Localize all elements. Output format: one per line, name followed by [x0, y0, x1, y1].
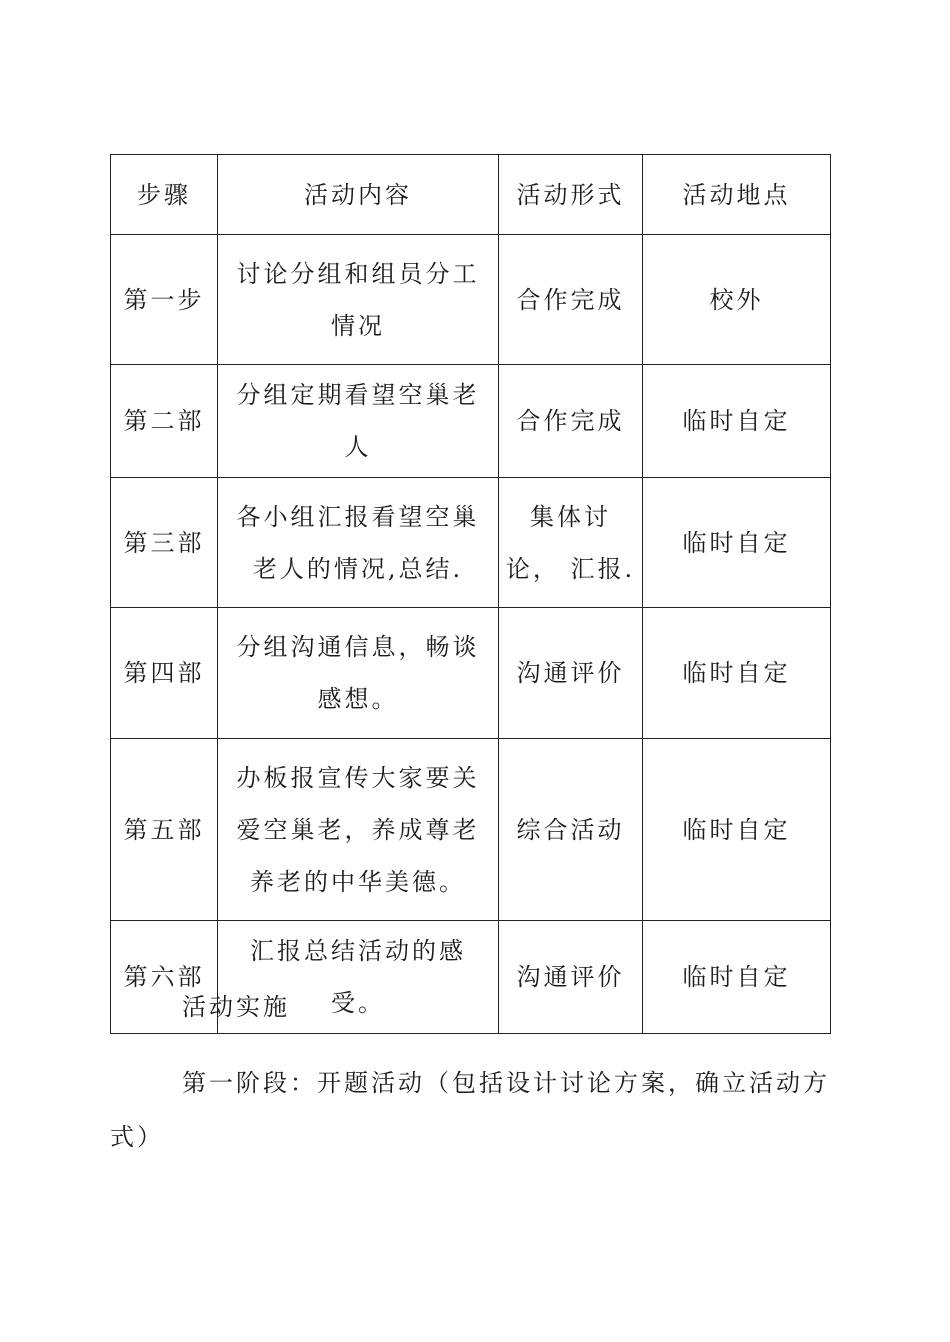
- cell-form: 集体讨论， 汇报.: [499, 478, 643, 608]
- cell-step: 第五部: [111, 739, 218, 921]
- cell-place: 临时自定: [643, 739, 831, 921]
- table-row: [111, 739, 831, 921]
- header-step: 步骤: [111, 155, 218, 235]
- activity-plan-table: [110, 154, 831, 1034]
- cell-form: 沟通评价: [499, 608, 643, 739]
- cell-form: 沟通评价: [499, 921, 643, 1034]
- header-form: 活动形式: [499, 155, 643, 235]
- table-row: [111, 478, 831, 608]
- table-row: [111, 365, 831, 478]
- stage-paragraph: 第一阶段：开题活动（包括设计讨论方案，确立活动方式）: [110, 1069, 830, 1151]
- cell-place: 临时自定: [643, 478, 831, 608]
- cell-step: 第三部: [111, 478, 218, 608]
- table-row: [111, 608, 831, 739]
- cell-content: 分组定期看望空巢老人: [218, 365, 499, 478]
- cell-content: 汇报总结活动的感受。: [218, 921, 499, 1034]
- cell-step: 第二部: [111, 365, 218, 478]
- cell-form: 合作完成: [499, 235, 643, 365]
- header-place: 活动地点: [643, 155, 831, 235]
- cell-form: 综合活动: [499, 739, 643, 921]
- section-heading: 活动实施: [182, 993, 290, 1021]
- cell-place: 校外: [643, 235, 831, 365]
- cell-step: 第四部: [111, 608, 218, 739]
- cell-content: 各小组汇报看望空巢老人的情况,总结.: [218, 478, 499, 608]
- header-content: 活动内容: [218, 155, 499, 235]
- cell-place: 临时自定: [643, 608, 831, 739]
- cell-place: 临时自定: [643, 365, 831, 478]
- table-header-row: [111, 155, 831, 235]
- cell-content: 讨论分组和组员分工情况: [218, 235, 499, 365]
- cell-place: 临时自定: [643, 921, 831, 1034]
- cell-form: 合作完成: [499, 365, 643, 478]
- cell-content: 办板报宣传大家要关爱空巢老，养成尊老养老的中华美德。: [218, 739, 499, 921]
- cell-step: 第一步: [111, 235, 218, 365]
- table-row: [111, 235, 831, 365]
- cell-step: 第六部: [111, 921, 218, 1034]
- cell-content: 分组沟通信息，畅谈感想。: [218, 608, 499, 739]
